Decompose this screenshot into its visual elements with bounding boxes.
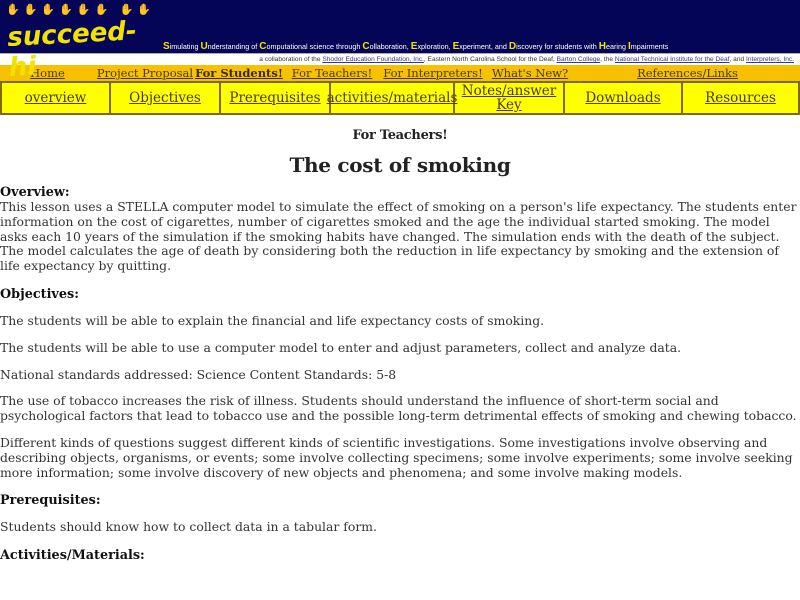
- nav-references-links[interactable]: References/Links: [637, 66, 738, 80]
- section-nav-activities-materials[interactable]: activities/materials: [331, 83, 455, 113]
- objectives-heading: Objectives:: [0, 286, 79, 302]
- section-nav-prerequisites[interactable]: Prerequisites: [221, 83, 331, 113]
- page-subtitle: For Teachers!: [352, 128, 448, 143]
- overview-text: This lesson uses a STELLA computer model to simulate the effect of smoking on a person's life expectancy. The students enter information on the cost of cigarettes, number of cigarettes smoked and the age the individual started smoking. The model asks each 10 years of the simulation if the smoking habits have changed. The simulation ends with the death of the subject. The model calculates the age of death by considering both the reduction in life expectancy by smoking and the extension of life expectancy by quitting.: [0, 199, 797, 274]
- section-nav-objectives[interactable]: Objectives: [111, 83, 221, 113]
- link-interpreters-inc[interactable]: Interpreters, Inc.: [745, 56, 794, 63]
- nav-for-interpreters[interactable]: For Interpreters!: [383, 66, 483, 80]
- nav-home[interactable]: Home: [30, 66, 65, 80]
- logo-text: succeed-hi: [6, 16, 138, 83]
- national-standards: National standards addressed: Science Content Standards: 5-8: [0, 366, 397, 382]
- objective-paragraph: Different kinds of questions suggest different kinds of scientific investigations. Some investigations involve observing and describing objects, organisms, or events; some involve collecting specimens; some involve experiments; some involve seeking more information; some involve discovery of new objects and phenomena; and some involve making models.: [0, 434, 793, 480]
- section-nav: [0, 81, 800, 115]
- objective-paragraph: The students will be able to explain the financial and life expectancy costs of smoking.: [0, 312, 545, 328]
- activities-heading: Activities/Materials:: [0, 548, 145, 564]
- collaboration-line: a collaboration of the Shodor Education Foundation, Inc., Eastern North Carolina School for the Deaf, Barton College, the National Technical Institute for the Deaf, and Interpreters, Inc.: [0, 53, 800, 65]
- section-nav-resources[interactable]: Resources: [705, 90, 776, 106]
- link-barton-college[interactable]: Barton College: [556, 56, 601, 63]
- objectives-section: [0, 287, 800, 480]
- link-ntid[interactable]: National Technical Institute for the Deaf: [614, 56, 730, 63]
- activities-section: [0, 548, 800, 563]
- section-nav-overview[interactable]: overview: [2, 83, 111, 113]
- nav-for-students[interactable]: For Students!: [195, 66, 283, 80]
- page-title: The cost of smoking: [289, 153, 511, 177]
- prerequisites-section: [0, 493, 800, 535]
- section-nav-downloads[interactable]: Downloads: [565, 83, 683, 113]
- prerequisites-heading: Prerequisites:: [0, 493, 101, 509]
- section-nav-notes-answer-key[interactable]: Notes/answer Key: [455, 83, 565, 113]
- objective-paragraph: The students will be able to use a computer model to enter and adjust parameters, collect and analyze data.: [0, 339, 682, 355]
- link-shodor[interactable]: Shodor Education Foundation, Inc.: [322, 56, 424, 63]
- objective-paragraph: The use of tobacco increases the risk of illness. Students should understand the influence of short-term social and psychological factors that lead to tobacco use and the possible long-term detrimental effects of smoking and chewing tobacco.: [0, 393, 797, 424]
- nav-for-teachers[interactable]: For Teachers!: [291, 66, 373, 80]
- sign-language-hands-icon: ✋✋✋✋✋✋ ✋✋: [6, 3, 156, 16]
- overview-heading: Overview:: [0, 185, 70, 200]
- tagline: Simulating Understanding of Computational science through Collaboration, Exploration, Experiment, and Discovery for students with Hearing Impairments: [163, 41, 669, 52]
- main-content: [0, 128, 800, 563]
- nav-whats-new[interactable]: What's New?: [491, 66, 569, 80]
- overview-section: [0, 185, 800, 274]
- prerequisites-text: Students should know how to collect data in a tabular form.: [0, 519, 377, 535]
- nav-project-proposal[interactable]: Project Proposal: [96, 66, 194, 80]
